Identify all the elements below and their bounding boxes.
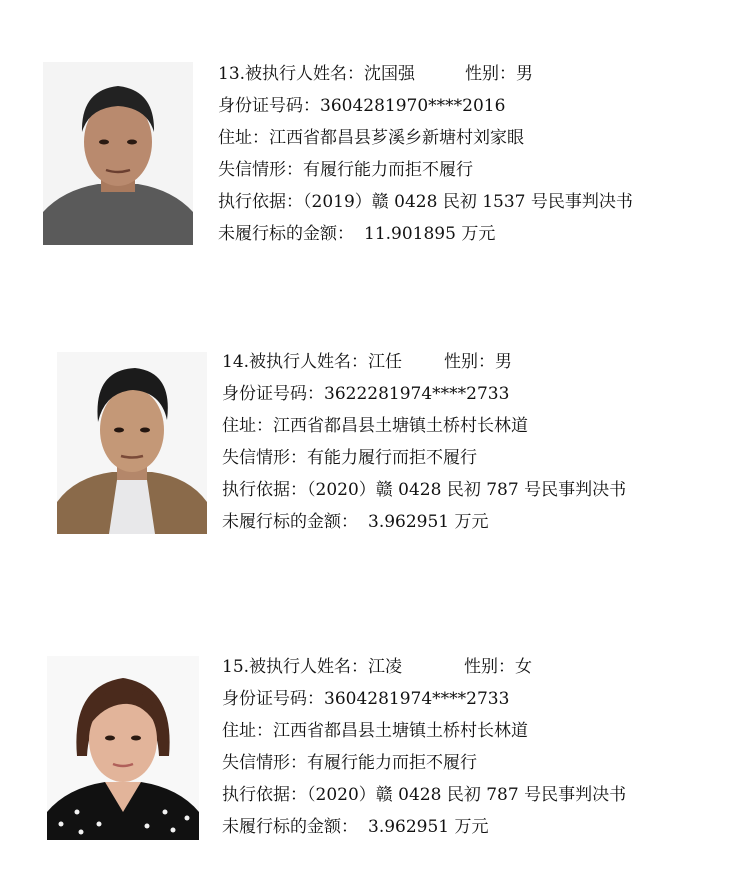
record-details [222, 651, 626, 843]
amount-line [222, 811, 626, 843]
basis-line [222, 779, 626, 811]
name-gender-line [222, 346, 626, 378]
address-line [218, 122, 633, 154]
gender-label: 性别：男 [444, 352, 513, 372]
amount-line [222, 506, 626, 538]
status-label: 失信情形： [222, 448, 307, 468]
status-value: 有能力履行而拒不履行 [307, 448, 477, 468]
status-label: 失信情形： [222, 753, 307, 773]
record-details [218, 58, 633, 250]
address-label: 住址： [222, 416, 273, 436]
basis-label: 执行依据： [218, 192, 303, 212]
basis-value: （2019）赣 0428 民初 1537 号民事判决书 [303, 192, 633, 212]
name-gender-line [218, 58, 633, 90]
amount-value: 11.901895 万元 [364, 224, 496, 244]
address-value: 江西省都昌县芗溪乡新塘村刘家眼 [269, 128, 524, 148]
id-label: 身份证号码： [222, 384, 324, 404]
basis-line [222, 474, 626, 506]
status-line [222, 747, 626, 779]
name-label: 14.被执行人姓名：江任 [222, 352, 403, 372]
record-details [222, 346, 626, 538]
amount-label: 未履行标的金额： [218, 224, 354, 244]
address-label: 住址： [222, 721, 273, 741]
status-value: 有履行能力而拒不履行 [303, 160, 473, 180]
id-value: 3604281970****2016 [320, 96, 506, 116]
id-label: 身份证号码： [218, 96, 320, 116]
person-photo [43, 62, 193, 245]
status-label: 失信情形： [218, 160, 303, 180]
person-photo [47, 656, 199, 840]
amount-label: 未履行标的金额： [222, 817, 358, 837]
id-line [222, 378, 626, 410]
gender-label: 性别：女 [464, 657, 533, 677]
person-photo [57, 352, 207, 534]
basis-value: （2020）赣 0428 民初 787 号民事判决书 [307, 785, 627, 805]
address-line [222, 410, 626, 442]
address-value: 江西省都昌县土塘镇土桥村长林道 [273, 416, 528, 436]
id-value: 3604281974****2733 [324, 689, 510, 709]
name-label: 15.被执行人姓名：江凌 [222, 657, 403, 677]
status-line [222, 442, 626, 474]
address-label: 住址： [218, 128, 269, 148]
address-value: 江西省都昌县土塘镇土桥村长林道 [273, 721, 528, 741]
amount-label: 未履行标的金额： [222, 512, 358, 532]
gender-label: 性别：男 [465, 64, 534, 84]
amount-value: 3.962951 万元 [368, 512, 489, 532]
id-label: 身份证号码： [222, 689, 324, 709]
basis-value: （2020）赣 0428 民初 787 号民事判决书 [307, 480, 627, 500]
id-line [222, 683, 626, 715]
amount-line [218, 218, 633, 250]
basis-label: 执行依据： [222, 785, 307, 805]
portrait-image [47, 656, 199, 840]
portrait-image [43, 62, 193, 245]
status-value: 有履行能力而拒不履行 [307, 753, 477, 773]
basis-label: 执行依据： [222, 480, 307, 500]
id-line [218, 90, 633, 122]
address-line [222, 715, 626, 747]
name-gender-line [222, 651, 626, 683]
portrait-image [57, 352, 207, 534]
id-value: 3622281974****2733 [324, 384, 510, 404]
name-label: 13.被执行人姓名：沈国强 [218, 64, 416, 84]
amount-value: 3.962951 万元 [368, 817, 489, 837]
basis-line [218, 186, 633, 218]
status-line [218, 154, 633, 186]
